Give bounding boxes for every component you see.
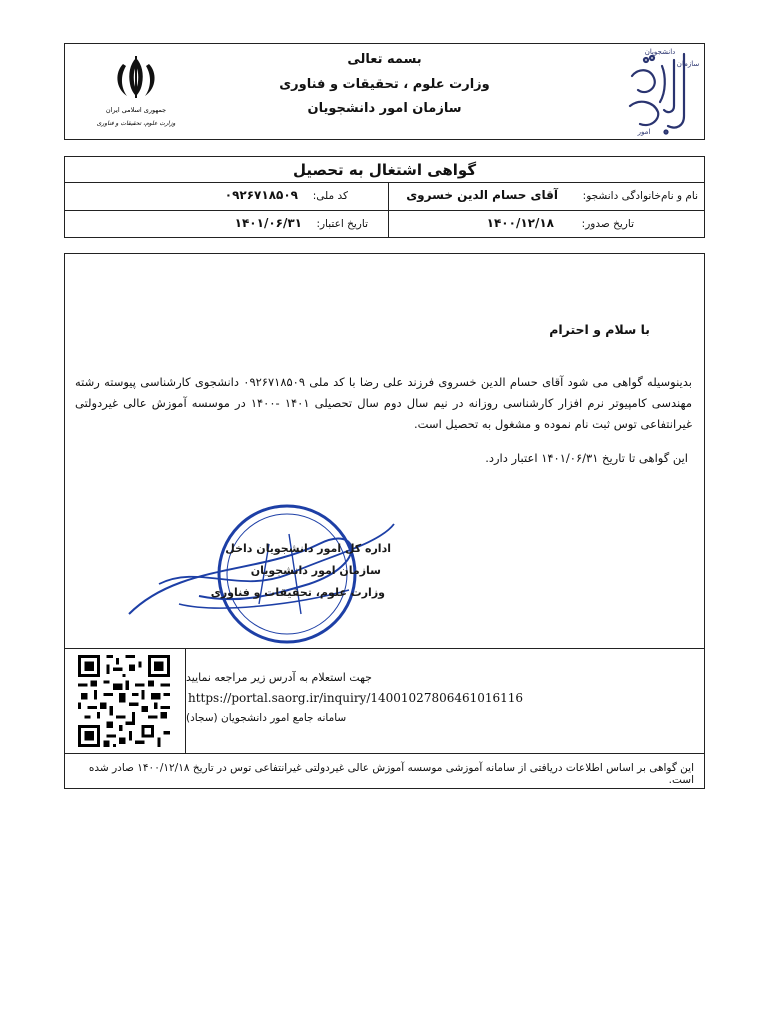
emblem-caption-2: وزارت علوم، تحقیقات و فناوری (96, 120, 176, 127)
student-affairs-logo-icon (622, 46, 700, 136)
header-basmala: بسمه تعالی (347, 52, 422, 67)
issue-date-label: تاریخ صدور: (581, 218, 634, 230)
inquiry-label: جهت استعلام به آدرس زیر مراجعه نمایید (186, 671, 372, 684)
student-name-value: آقای حسام الدین خسروی (406, 188, 558, 202)
certificate-title: گواهی اشتغال به تحصیل (65, 157, 704, 183)
validity-date-label: تاریخ اعتبار: (316, 218, 368, 230)
inquiry-row (65, 648, 704, 754)
greeting: با سلام و احترام (549, 322, 650, 337)
certificate-body (64, 253, 705, 789)
inquiry-system-name: سامانه جامع امور دانشجویان (سجاد) (186, 712, 347, 724)
header-box (64, 43, 705, 140)
national-id-label: کد ملی: (312, 190, 348, 202)
column-divider (388, 183, 389, 210)
info-row-student (65, 183, 704, 211)
stamp-line-2: سازمان امور دانشجویان (250, 564, 381, 577)
header-ministry: وزارت علوم ، تحقیقات و فناوری (279, 77, 490, 92)
issue-date-value: ۱۴۰۰/۱۲/۱۸ (486, 216, 554, 230)
stamp-line-1: اداره کل امور دانشجویان داخل (225, 542, 391, 555)
logo-text-3: دانشجویان (644, 48, 676, 56)
inquiry-link[interactable]: https://portal.saorg.ir/inquiry/14001027806461016116 (188, 691, 524, 705)
student-name-label: نام و نام‌خانوادگی دانشجو: (582, 190, 698, 202)
logo-text-2: امور (637, 128, 651, 136)
header-organization: سازمان امور دانشجویان (307, 101, 462, 116)
certificate-paragraph: بدینوسیله گواهی می شود آقای حسام الدین خسروی فرزند علی رضا با کد ملی ۰۹۲۶۷۱۸۵۰۹ دانشجوی کارشناسی پیوسته رشته مهندسی کامپیوتر نرم افزار کارشناسی روزانه در نیم سال دوم سال تحصیلی ۱۴۰۱ -۱۴۰۰ در موسسه آموزش عالی غیردولتی غیرانتفاعی توس ثبت نام نموده و مشغول به تحصیل است. (75, 375, 692, 431)
national-id-value: ۰۹۲۶۷۱۸۵۰۹ (224, 188, 298, 202)
emblem-caption-1: جمهوری اسلامی ایران (105, 106, 167, 114)
column-divider (388, 211, 389, 238)
logo-text-1: سازمان (676, 60, 700, 68)
validity-note: این گواهی تا تاریخ ۱۴۰۱/۰۶/۳۱ اعتبار دارد. (485, 451, 688, 465)
qr-code-icon[interactable] (76, 655, 172, 747)
validity-date-value: ۱۴۰۱/۰۶/۳۱ (234, 216, 302, 230)
certificate-info-table (64, 156, 705, 238)
qr-cell (65, 649, 186, 753)
footer-note: این گواهی بر اساس اطلاعات دریافتی از سامانه آموزشی موسسه آموزش عالی غیردولتی غیرانتفاعی توس در تاریخ ۱۴۰۰/۱۲/۱۸ صادر شده است. (88, 762, 694, 786)
official-stamp-signature (119, 504, 399, 640)
info-row-dates (65, 211, 704, 238)
stamp-line-3: وزارت علوم، تحقیقات و فناوری (210, 586, 385, 599)
